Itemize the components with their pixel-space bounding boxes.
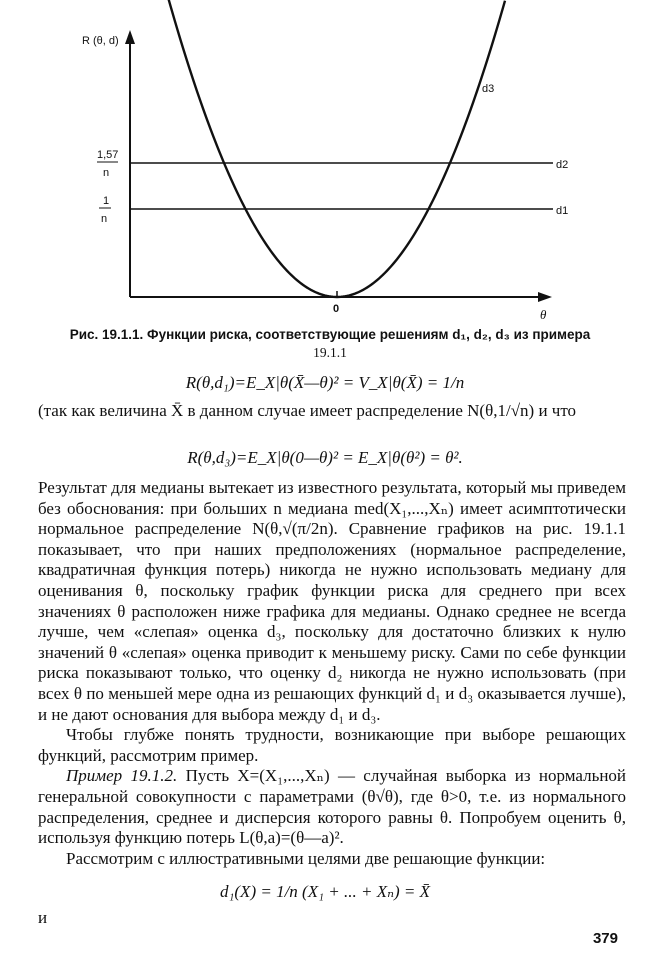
paragraph-difficulties: Чтобы глубже понять трудности, возникающие при выборе решающих функций, рассмотрим пример. bbox=[38, 725, 626, 765]
x-axis-arrow bbox=[538, 292, 552, 302]
caption-line-1: Рис. 19.1.1. Функции риска, соответствующие решениям d₁, d₂, d₃ из примера bbox=[69, 327, 591, 342]
x-axis-label: θ bbox=[540, 307, 547, 322]
main-paragraph-block bbox=[38, 478, 626, 869]
figure-caption bbox=[40, 326, 620, 362]
origin-label: 0 bbox=[333, 303, 340, 315]
caption-line-2: 19.1.1 bbox=[313, 345, 347, 360]
paragraph-median-result: Результат для медианы вытекает из известного результата, который мы приведем без обоснования: при больших n медиана med(X₁,...,Xₙ) имеет асимптотически нормальное распределение N(θ,√(π/2n). Сравнение графиков на рис. 19.1.1 показывает, что при наших предположениях (нормальное распределение, квадратичная функция потерь) никогда не нужно использовать медиану для оценивания θ, поскольку график функции риска для среднего при всех значениях θ расположен ниже графика для медианы. Однако среднее не всегда лучше, чем «слепая» оценка d₃, поскольку для достаточно близких к нулю значений θ «слепая» оценка приводит к меньшему риску. Сами по себе функции риска показывают только, что оценку d₂ никогда не нужно использовать (при всех θ по меньшей мере одна из решающих функций d₁ и d₃ оказывается лучше), и не дают основания для выбора между d₁ и d₃. bbox=[38, 478, 626, 724]
label-1-numerator: 1 bbox=[103, 195, 110, 207]
risk-function-figure bbox=[60, 22, 600, 322]
label-1-denominator: n bbox=[101, 213, 108, 225]
word-and: и bbox=[38, 908, 48, 927]
formula-risk-d1: R(θ,d₁)=E_X|θ(X̄—θ)² = V_X|θ(X̄) = 1/n bbox=[185, 373, 465, 392]
label-157-denominator: n bbox=[103, 167, 110, 179]
page-number: 379 bbox=[592, 930, 618, 947]
formula-risk-d3: R(θ,d₃)=E_X|θ(0—θ)² = E_X|θ(θ²) = θ². bbox=[187, 448, 463, 467]
formula-d1-mean: d₁(X) = 1/n (X₁ + ... + Xₙ) = X̄ bbox=[219, 882, 430, 901]
risk-chart bbox=[60, 22, 600, 322]
example-heading: Пример 19.1.2. bbox=[66, 766, 178, 786]
y-axis-arrow bbox=[125, 30, 135, 44]
d3-curve bbox=[155, 0, 505, 297]
paragraph-decision-functions: Рассмотрим с иллюстративными целями две решающие функции: bbox=[66, 848, 546, 868]
paragraph-example bbox=[38, 766, 626, 848]
paragraph-1: (так как величина X̄ в данном случае имеет распределение N(θ,1/√n) и что bbox=[38, 401, 577, 420]
d2-label: d2 bbox=[556, 159, 569, 171]
label-157-numerator: 1,57 bbox=[97, 149, 119, 161]
d3-label: d3 bbox=[482, 83, 495, 95]
d1-label: d1 bbox=[556, 205, 569, 217]
y-axis-label: R (θ, d) bbox=[82, 35, 119, 47]
paragraph-distribution bbox=[38, 401, 626, 422]
example-text: Пусть X=(X₁,...,Xₙ) — случайная выборка из нормальной генеральной совокупности с параметрами (θ√θ), где θ>0, т.е. из нормального распределения, среднее и дисперсия которого равны θ. Попробуем оценить θ, используя функцию потерь L(θ,a)=(θ—a)². bbox=[38, 766, 627, 848]
